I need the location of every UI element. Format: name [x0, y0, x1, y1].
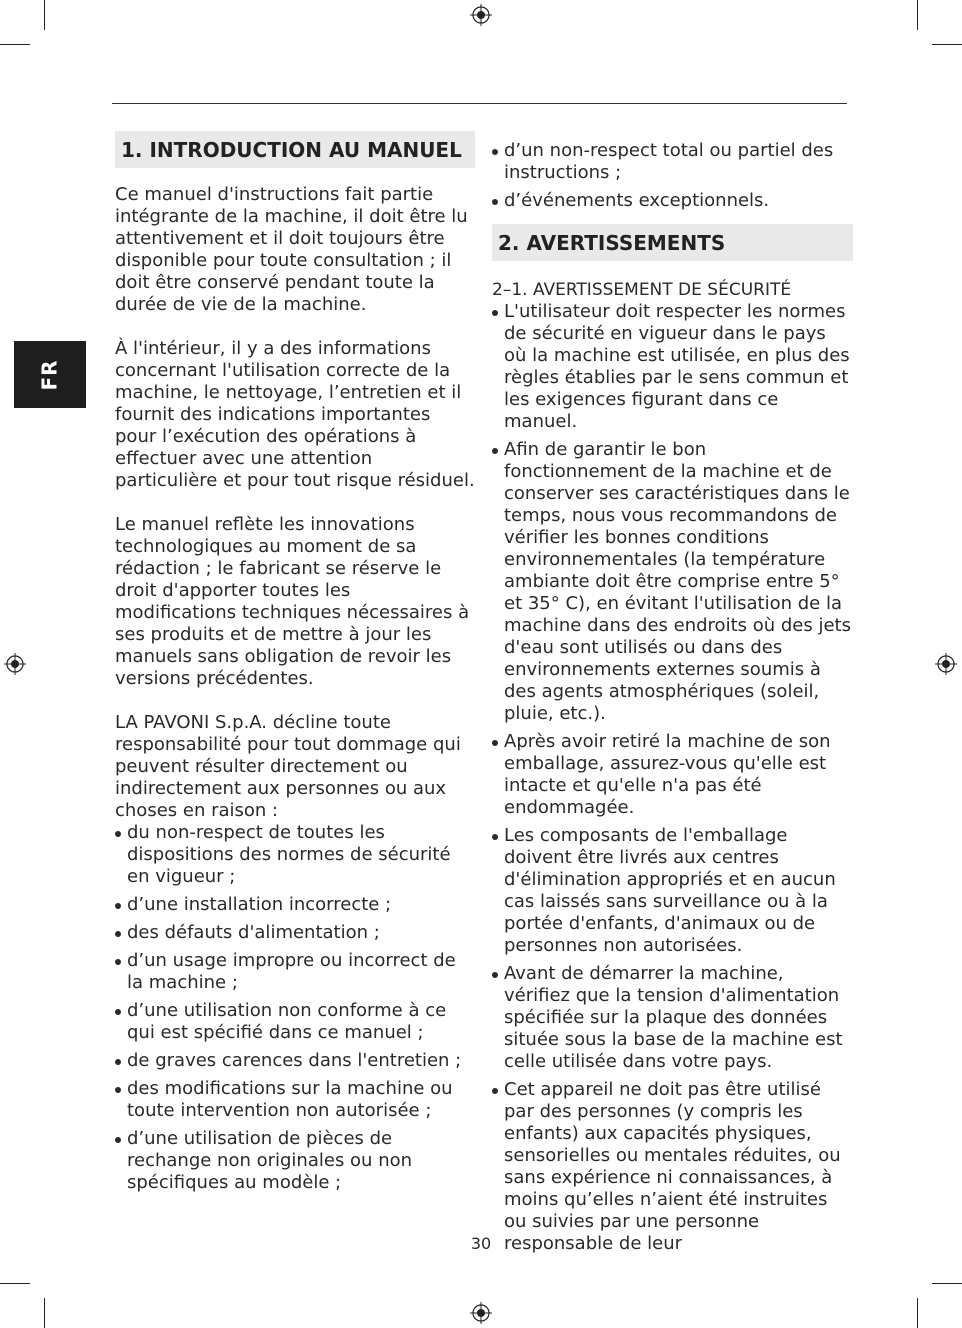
- list-item: Les composants de l'emballage doivent être livrés aux centres d'élimination appropriés et en aucun cas laissés sans surveillance ou à la portée d'enfants, d'animaux ou de personnes non autorisées.: [492, 825, 853, 957]
- liability-list-continued: [492, 140, 853, 212]
- list-item: L'utilisateur doit respecter les normes de sécurité en vigueur dans le pays où la machine est utilisée, en plus des règles établies par le sens commun et les exigences figurant dans ce manuel.: [492, 301, 853, 433]
- list-item: Cet appareil ne doit pas être utilisé par des personnes (y compris les enfants) aux capacités physiques, sensorielles ou mentales réduites, ou sans expérience ni connaissances, à moins qu’elles n’aient été instruites ou suivies par une personne responsable de leur: [492, 1079, 853, 1255]
- list-item: d’événements exceptionnels.: [492, 190, 853, 212]
- paragraph: À l'intérieur, il y a des informations concernant l'utilisation correcte de la machine, le nettoyage, l’entretien et il fournit des indications importantes pour l’exécution des opérations à effectuer avec une attention particulière et pour tout risque résiduel.: [115, 338, 475, 491]
- list-item: d’un non-respect total ou partiel des instructions ;: [492, 140, 853, 184]
- header-rule: [112, 103, 847, 104]
- crop-mark: [0, 44, 30, 45]
- list-item: du non-respect de toutes les dispositions des normes de sécurité en vigueur ;: [115, 822, 475, 888]
- list-item: d’une installation incorrecte ;: [115, 894, 475, 916]
- registration-mark-icon: [935, 653, 957, 675]
- list-item: Avant de démarrer la machine, vérifiez que la tension d'alimentation spécifiée sur la plaque des données située sous la base de la machine est celle utilisée dans votre pays.: [492, 963, 853, 1073]
- crop-mark: [917, 1298, 918, 1328]
- crop-mark: [0, 1283, 30, 1284]
- section-title-introduction: 1. INTRODUCTION AU MANUEL: [115, 131, 475, 168]
- crop-mark: [44, 1298, 45, 1328]
- crop-mark: [44, 0, 45, 30]
- paragraph: Le manuel reflète les innovations technologiques au moment de sa rédaction ; le fabricant se réserve le droit d'apporter toutes les modifications techniques nécessaires à ses produits et de mettre à jour les manuels sans obligation de revoir les versions précédentes.: [115, 514, 470, 689]
- list-item: d’un usage impropre ou incorrect de la machine ;: [115, 950, 475, 994]
- crop-mark: [932, 1283, 962, 1284]
- list-item: Afin de garantir le bon fonctionnement de la machine et de conserver ses caractéristiques dans le temps, nous vous recommandons de vérifier les bonnes conditions environnementales (la température ambiante doit être comprise entre 5° et 35° C), en évitant l'utilisation de la machine dans des endroits où des jets d'eau sont utilisés ou dans des environnements externes soumis à des agents atmosphériques (soleil, pluie, etc.).: [492, 439, 853, 725]
- crop-mark: [932, 44, 962, 45]
- left-column: [115, 131, 475, 1200]
- safety-warnings-list: [492, 301, 853, 1255]
- page-number: 30: [470, 1234, 492, 1253]
- language-tab: [14, 341, 86, 408]
- right-column: [492, 131, 853, 1261]
- crop-mark: [917, 0, 918, 30]
- list-item: d’une utilisation non conforme à ce qui est spécifié dans ce manuel ;: [115, 1000, 475, 1044]
- registration-mark-icon: [470, 1302, 492, 1324]
- list-item: de graves carences dans l'entretien ;: [115, 1050, 475, 1072]
- registration-mark-icon: [470, 4, 492, 26]
- list-item: d’une utilisation de pièces de rechange non originales ou non spécifiques au modèle ;: [115, 1128, 475, 1194]
- paragraph: LA PAVONI S.p.A. décline toute responsabilité pour tout dommage qui peuvent résulter directement ou indirectement aux personnes ou aux choses en raison :: [115, 712, 461, 821]
- section-title-warnings: 2. AVERTISSEMENTS: [492, 224, 853, 261]
- liability-list: [115, 822, 475, 1194]
- subsection-title: 2–1. AVERTISSEMENT DE SÉCURITÉ: [492, 280, 792, 300]
- list-item: des modifications sur la machine ou toute intervention non autorisée ;: [115, 1078, 475, 1122]
- registration-mark-icon: [4, 653, 26, 675]
- list-item: Après avoir retiré la machine de son emballage, assurez-vous qu'elle est intacte et qu'elle n'a pas été endommagée.: [492, 731, 853, 819]
- list-item: des défauts d'alimentation ;: [115, 922, 475, 944]
- language-label: FR: [38, 358, 62, 391]
- paragraph: Ce manuel d'instructions fait partie intégrante de la machine, il doit être lu attentivement et il doit toujours être disponible pour toute consultation ; il doit être conservé pendant toute la durée de vie de la machine.: [115, 184, 468, 315]
